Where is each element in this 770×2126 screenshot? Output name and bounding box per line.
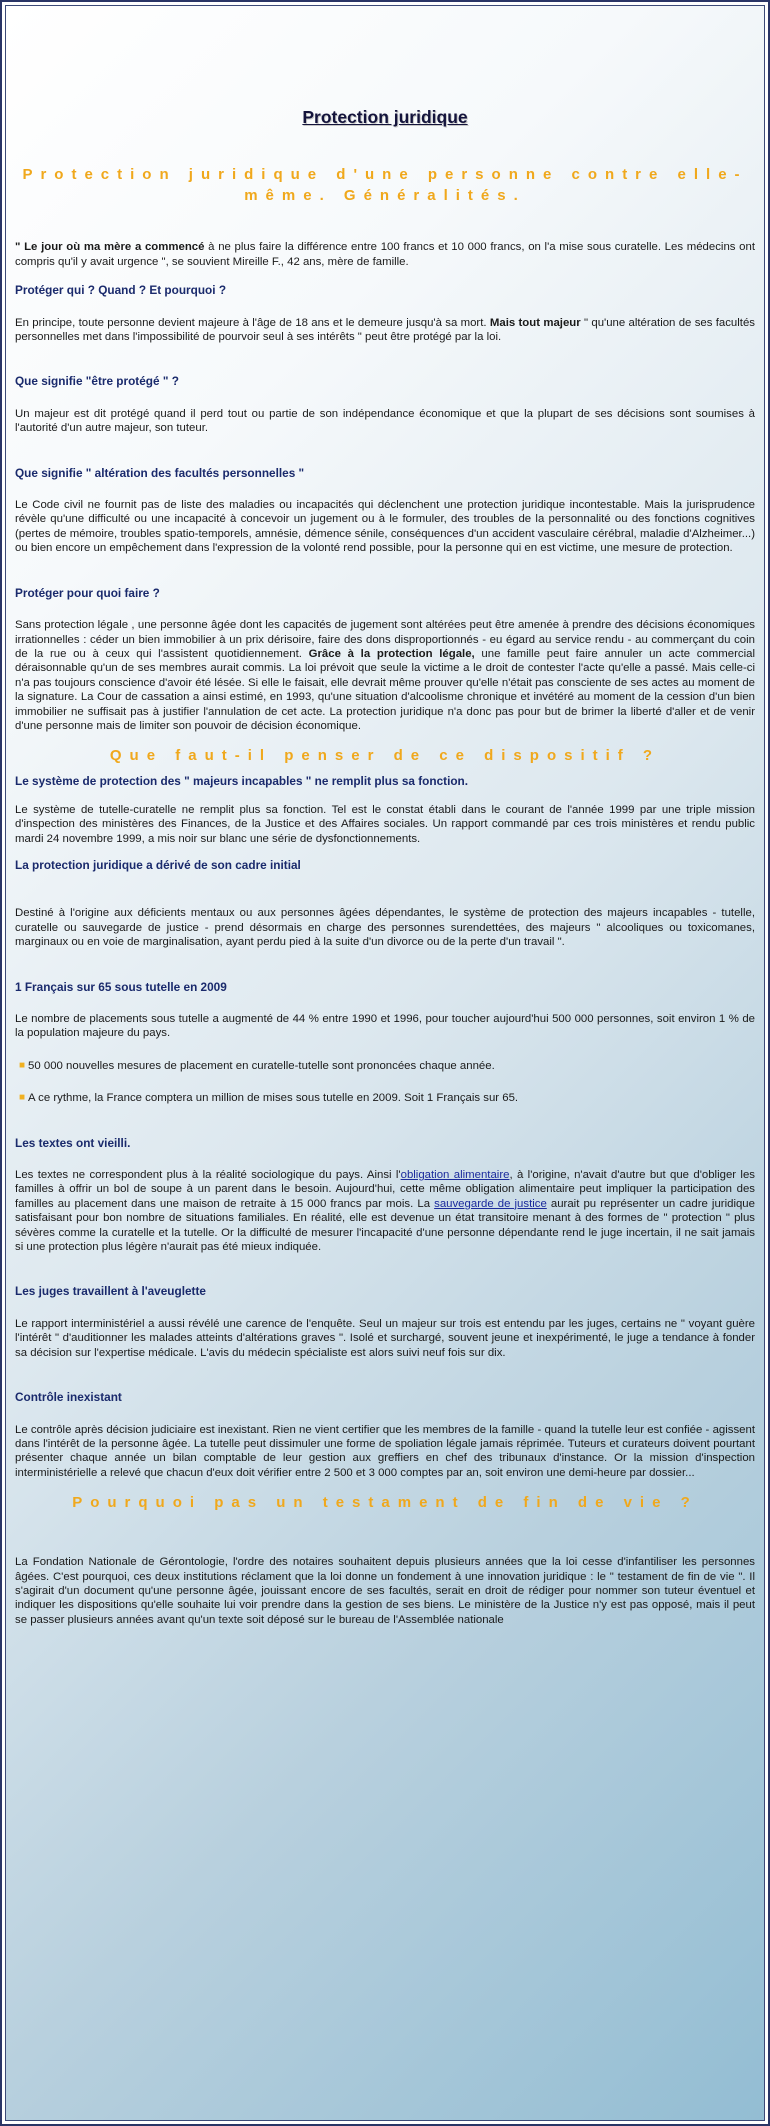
paragraph-textes: Les textes ne correspondent plus à la réalité sociologique du pays. Ainsi l'obligation alimentaire, à l'origine, n'avait d'autre but que d'obliger les familles à offrir un bol de soupe à un parent dans le besoin. Aujourd'hui, cette même obligation alimentaire peut impliquer la participation des familles au placement dans une maison de retraite à 15 000 francs par mois. La sauvegarde de justice aurait pu représenter un cadre juridique satisfaisant pour bon nombre de situations familiales. En réalité, elle est devenue un état transitoire menant à des formes de " protection " plus sévères comme la curatelle et la tutelle. Or la difficulté de mesurer l'incapacité d'une personne dépendante rend le juge incertain, il ne sait jamais si une protection plus légère n'aurait pas été mieux indiquée. [15,1169,755,1254]
paragraph-fondation: La Fondation Nationale de Gérontologie, l'ordre des notaires souhaitent depuis plusieurs années que la loi cesse d'infantiliser les personnes âgées. C'est pourquoi, ces deux institutions réclament que la loi donne un fondement à une innovation juridique : le " testament de fin de vie ". Il s'agirait d'un document qu'une personne âgée, jouissant encore de ses facultés, serait en droit de rédiger pour nommer son tuteur éventuel et indiquer les dispositions qu'elle souhaite lui voir prendre dans la gestion de ses biens. Le ministère de la Justice n'y est pas opposé, mais il peut se passer plusieurs années avant qu'un texte soit déposé sur le bureau de l'Assemblée nationale [15,1556,755,1626]
bullet-item: ■ A ce rythme, la France comptera un million de mises sous tutelle en 2009. Soit 1 Français sur 65. [19,1092,519,1105]
paragraph-controle: Le contrôle après décision judiciaire est inexistant. Rien ne vient certifier que les membres de la famille - quand la tutelle leur est confiée - agissent dans l'intérêt de la personne âgée. La tutelle peut dissimuler une forme de spoliation légale jamais réprimée. Tuteurs et curateurs doivent pourtant présenter chaque année un bilan comptable de leur gestion aux greffiers en chef des tribunaux d'instance. Or la mission d'inspection interministérielle a relevé que chacun d'eux doit vérifier entre 2 500 et 3 000 comptes par an, soit environ une demi-heure par dossier... [15,1423,755,1479]
heading-juges: Les juges travaillent à l'aveuglette [15,1284,206,1299]
intro-bold: " Le jour où ma mère a commencé [15,241,205,254]
page-title: Protection juridique [302,107,468,127]
section-heading-testament: Pourquoi pas un testament de fin de vie ? [72,1494,698,1512]
link-sauvegarde-de-justice[interactable]: sauvegarde de justice [434,1197,547,1210]
bullet-icon: ■ [19,1059,26,1071]
paragraph-juges: Le rapport interministériel a aussi révélé une carence de l'enquête. Seul un majeur sur trois est entendu par les juges, certains ne " voyant guère l'intérêt " d'auditionner les malades atteints d'altérations graves ". Isolé et surchargé, souvent jeune et inexpérimenté, le juge a tendance à fonder sa décision sur l'expertise médicale. L'avis du médecin spécialiste est alors suivi neuf fois sur dix. [15,1317,755,1359]
heading-systeme: Le système de protection des " majeurs incapables " ne remplit plus sa fonction. [15,774,469,789]
paragraph-pourquoi-faire: Sans protection légale , une personne âgée dont les capacités de jugement sont altérées peut être amenée à prendre des décisions économiques irrationnelles : céder un bien immobilier à un prix dérisoire, faire des dons disproportionnés - eu égard au service rendu - au commerçant du coin de la rue ou à ceux qui l'assistent quotidiennement. Grâce à la protection légale, une famille peut faire annuler un acte commercial déraisonnable qu'un de ses membres aurait commis. La loi prévoit que seule la victime a le droit de contester l'acte qu'elle a passé. Mais celle-ci n'a pas toujours conscience d'avoir été lésée. Si elle le faisait, elle devrait même prouver qu'elle n'était pas consciente de ses actes au moment de la signature. La Cour de cassation a ainsi estimé, en 1993, qu'une situation d'alcoolisme chronique et invétéré au moment de la cession d'un bien immobilier ne suffisait pas à justifier l'annulation de cet acte. La protection juridique n'a donc pas pour but de brimer la liberté d'aller et de venir d'une personne mais de limiter son pouvoir de décision économique. [15,619,756,732]
content-panel [5,5,765,2121]
heading-pourquoi-faire: Protéger pour quoi faire ? [15,585,160,600]
article [15,107,756,1627]
paragraph-derive: Destiné à l'origine aux déficients mentaux ou aux personnes âgées dépendantes, le système de protection des majeurs incapables - tutelle, curatelle ou sauvegarde de justice - prend désormais en charge des personnes surendettées, des majeurs " alcooliques ou toxicomanes, marginaux ou en voie de marginalisation, ayant perdu pied à la suite d'un divorce ou de la perte d'un travail ". [15,907,755,949]
bullet-icon: ■ [19,1092,26,1104]
link-obligation-alimentaire[interactable]: obligation alimentaire [400,1169,510,1182]
paragraph-systeme: Le système de tutelle-curatelle ne remplit plus sa fonction. Tel est le constat établi dans le courant de l'année 1999 par une triple mission d'inspection des ministères des Finances, de la Justice et des Affaires sociales. Un rapport commandé par ces trois ministères et rendu public mardi 24 novembre 1999, a mis noir sur blanc une série de dysfonctionnements. [15,803,755,845]
section-heading-generalites: Protection juridique d'une personne contre elle-même. Généralités. [22,166,748,205]
paragraph-etre-protege: Un majeur est dit protégé quand il perd tout ou partie de son indépendance économique et que la plupart de ses décisions sont soumises à l'autorité d'un autre majeur, son tuteur. [15,407,755,435]
heading-derive: La protection juridique a dérivé de son cadre initial [15,857,301,872]
heading-proteger-qui: Protéger qui ? Quand ? Et pourquoi ? [15,283,227,298]
section-heading-dispositif: Que faut-il penser de ce dispositif ? [109,747,661,765]
paragraph-principe: En principe, toute personne devient majeure à l'âge de 18 ans et le demeure jusqu'à sa mort. Mais tout majeur " qu'une altération de ses facultés personnelles met dans l'impossibilité de pourvoir seul à ses intérêts " peut être protégé par la loi. [15,316,755,344]
intro-paragraph: " Le jour où ma mère a commencé à ne plus faire la différence entre 100 francs et 10 000 francs, on l'a mise sous curatelle. Les médecins ont compris qu'il y avait urgence ", se souvient Mireille F., 42 ans, mère de famille. [15,241,755,268]
heading-un-francais: 1 Français sur 65 sous tutelle en 2009 [15,979,227,994]
heading-alteration: Que signifie " altération des facultés personnelles " [15,465,305,480]
heading-etre-protege: Que signifie "être protégé " ? [15,374,179,389]
heading-textes: Les textes ont vieilli. [15,1135,131,1150]
paragraph-alteration: Le Code civil ne fournit pas de liste des maladies ou incapacités qui déclenchent une protection juridique incontestable. Mais la jurisprudence révèle qu'une difficulté ou une incapacité à concevoir un jugement ou à le formuler, des troubles de la personnalité ou des fonctions cognitives (pertes de mémoire, troubles spatio-temporels, amnésie, démence sénile, conséquences d'un accident vasculaire cérébral, maladie d'Alzheimer...) ou bien encore un empêchement dans l'expression de la volonté rend possible, pour la personne qui en est victime, une mesure de protection. [15,499,755,555]
heading-controle: Contrôle inexistant [15,1390,122,1405]
bullet-item: ■ 50 000 nouvelles mesures de placement en curatelle-tutelle sont prononcées chaque année. [19,1059,495,1072]
paragraph-nombre: Le nombre de placements sous tutelle a augmenté de 44 % entre 1990 et 1996, pour toucher aujourd'hui 500 000 personnes, soit environ 1 % de la population majeure du pays. [15,1013,755,1040]
